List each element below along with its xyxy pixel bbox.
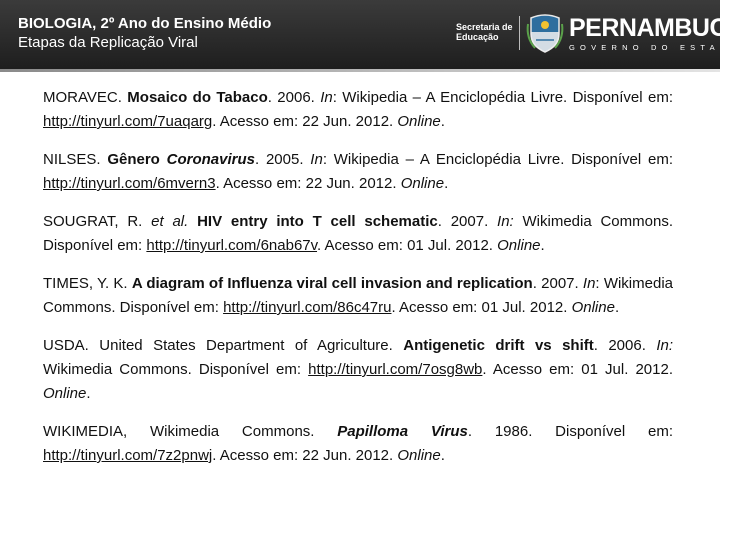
ref-online: Online <box>397 447 441 464</box>
ref-in: In: <box>497 213 514 230</box>
ref-author: NILSES. <box>43 151 108 168</box>
ref-author: TIMES, Y. K. <box>43 275 132 292</box>
reference-item <box>43 420 673 468</box>
ref-access: . Acesso em: 01 Jul. 2012. <box>317 237 498 254</box>
ref-author: SOUGRAT, R. <box>43 213 152 230</box>
ref-access: . Acesso em: 22 Jun. 2012. <box>212 113 398 130</box>
ref-access: . Acesso em: 22 Jun. 2012. <box>215 175 401 192</box>
ref-access: . Acesso em: 22 Jun. 2012. <box>212 447 398 464</box>
ref-end: . <box>440 113 445 130</box>
ref-source: : Wikimedia Commons. Disponível em: <box>43 275 673 316</box>
ref-link[interactable]: http://tinyurl.com/7z2pnwj <box>43 447 213 464</box>
ref-etal: et al. <box>151 213 189 230</box>
ref-year: . 1986. Disponível em: <box>467 423 673 440</box>
ref-title: Antigenetic drift vs shift <box>403 337 594 354</box>
ref-source: : Wikipedia – A Enciclopédia Livre. Disponível em: <box>332 89 673 106</box>
ref-in: In <box>320 89 333 106</box>
lesson-subtitle: Etapas da Replicação Viral <box>18 34 198 51</box>
reference-item <box>43 148 673 196</box>
pernambuco-logo <box>569 14 746 53</box>
ref-author: MORAVEC. <box>43 89 128 106</box>
ref-year: . 2006. <box>593 337 657 354</box>
ref-year: . 2006. <box>267 89 321 106</box>
ref-title <box>107 151 255 168</box>
ref-year: . 2007. <box>437 213 498 230</box>
reference-item <box>43 272 673 320</box>
ref-end: . <box>440 447 445 464</box>
ref-end: . <box>444 175 449 192</box>
ref-access: . Acesso em: 01 Jul. 2012. <box>391 299 572 316</box>
ref-in: In <box>310 151 323 168</box>
ref-source: Wikimedia Commons. Disponível em: <box>43 213 673 254</box>
ref-year: . 2007. <box>532 275 583 292</box>
secretaria-line-2: Educação <box>456 32 499 42</box>
ref-link[interactable]: http://tinyurl.com/6mvern3 <box>43 175 216 192</box>
ref-source: : Wikipedia – A Enciclopédia Livre. Disponível em: <box>322 151 673 168</box>
ref-in: In <box>582 275 596 292</box>
ref-title: Mosaico do Tabaco <box>127 89 268 106</box>
ref-source: Wikimedia Commons. Disponível em: <box>43 361 309 378</box>
reference-item <box>43 86 673 134</box>
reference-list <box>43 86 673 482</box>
secretaria-line-1: Secretaria de <box>456 22 513 32</box>
ref-end: . <box>86 385 91 402</box>
ref-link[interactable]: http://tinyurl.com/6nab67v <box>146 237 318 254</box>
secretaria-logo-text <box>456 22 513 42</box>
logo-divider <box>519 16 520 50</box>
ref-access: . Acesso em: 01 Jul. 2012. <box>482 361 674 378</box>
ref-title-italic: Coronavirus <box>166 151 255 168</box>
ref-link[interactable]: http://tinyurl.com/7osg8wb <box>308 361 483 378</box>
ref-in: In: <box>656 337 673 354</box>
state-coat-of-arms-icon <box>525 12 565 54</box>
ref-online: Online <box>43 385 87 402</box>
ref-title-italic: Papilloma Virus <box>337 423 468 440</box>
ref-year: . 2005. <box>255 151 311 168</box>
brand-name: PERNAMBUCO <box>569 14 746 42</box>
ref-title <box>337 423 468 440</box>
ref-online: Online <box>400 175 445 192</box>
ref-title: HIV entry into T cell schematic <box>188 213 438 230</box>
reference-item <box>43 334 673 406</box>
ref-end: . <box>540 237 545 254</box>
ref-link[interactable]: http://tinyurl.com/86c47ru <box>223 299 392 316</box>
ref-online: Online <box>397 113 441 130</box>
ref-link[interactable]: http://tinyurl.com/7uaqarg <box>43 113 213 130</box>
header-bar <box>0 0 746 69</box>
ref-online: Online <box>497 237 541 254</box>
ref-author: WIKIMEDIA, Wikimedia Commons. <box>43 423 338 440</box>
brand-subtitle: GOVERNO DO ESTADO <box>569 43 742 52</box>
header-titles <box>18 14 271 52</box>
ref-title: A diagram of Influenza viral cell invasion and replication <box>131 275 533 292</box>
header-divider <box>0 69 720 72</box>
ref-author: USDA. United States Department of Agriculture. <box>43 337 404 354</box>
ref-end: . <box>614 299 620 316</box>
ref-title-text: Gênero <box>107 151 167 168</box>
course-title: BIOLOGIA, 2º Ano do Ensino Médio <box>18 15 272 32</box>
reference-item <box>43 210 673 258</box>
ref-online: Online <box>571 299 615 316</box>
